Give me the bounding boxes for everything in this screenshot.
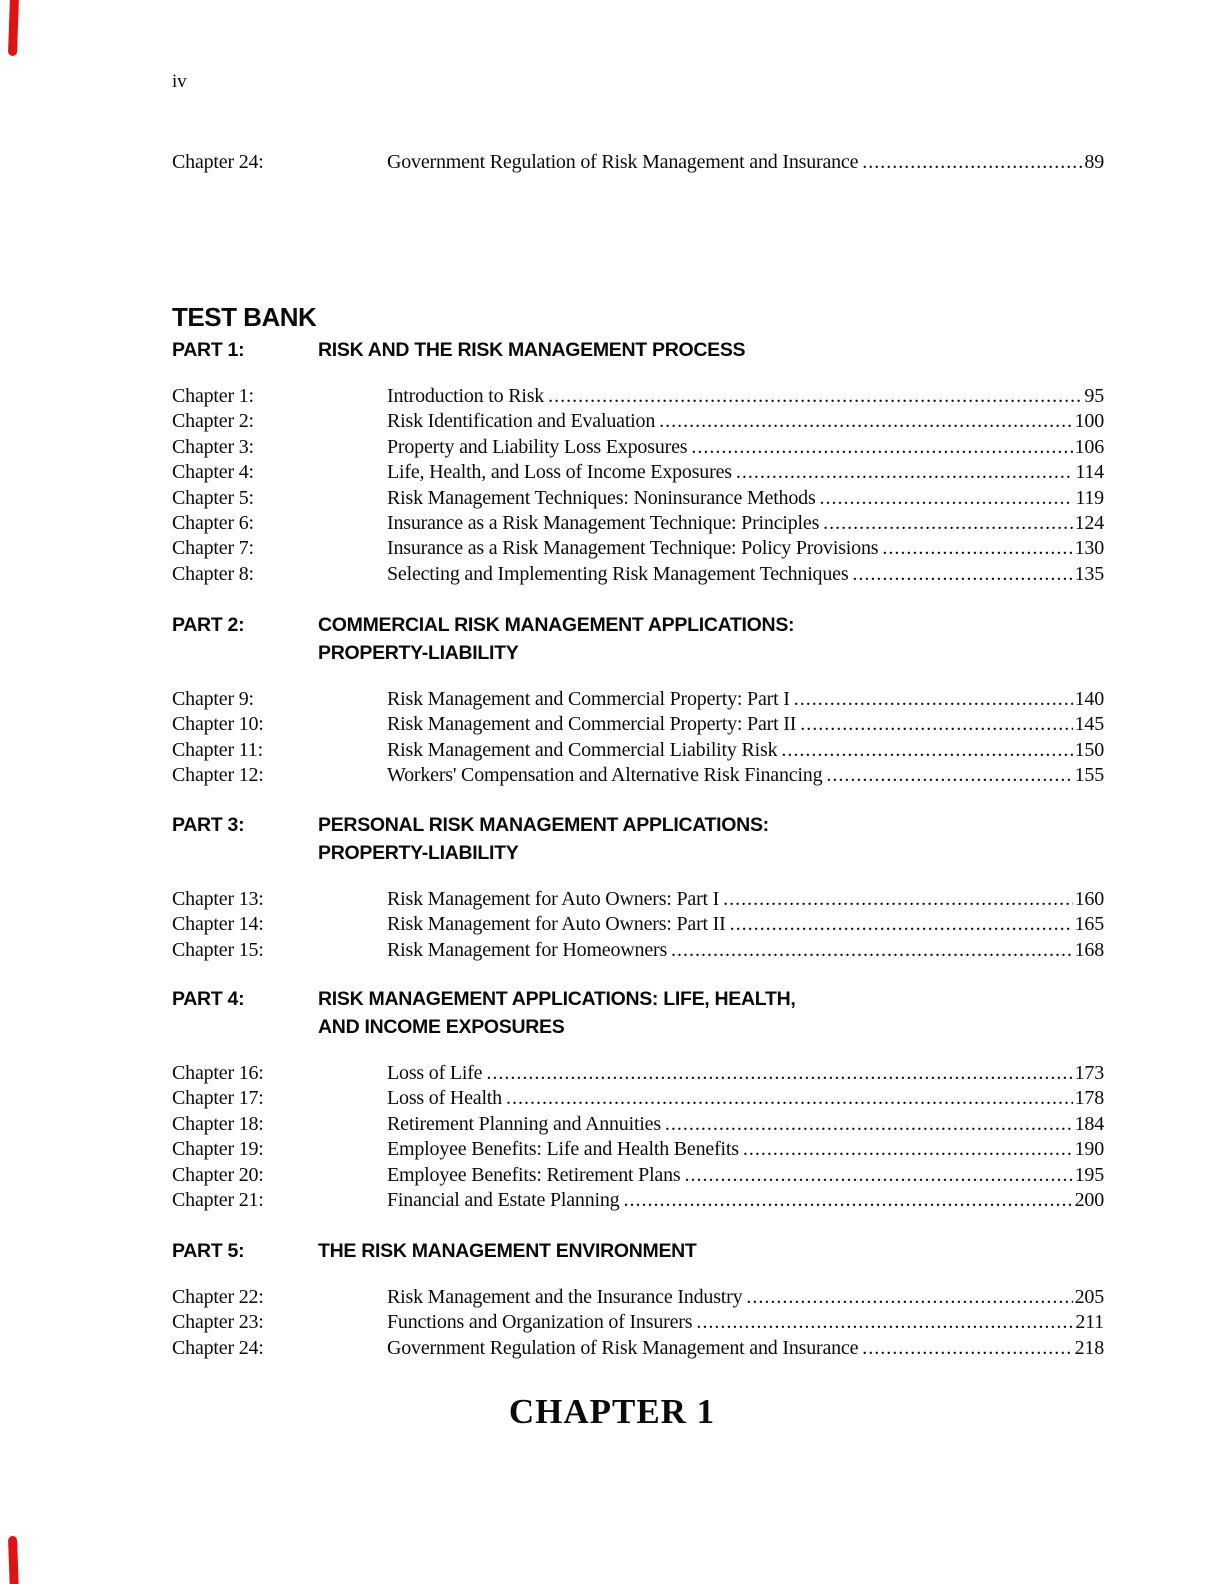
toc-entry-page: 205 bbox=[1074, 1286, 1104, 1308]
toc-entry bbox=[172, 1163, 1104, 1188]
part-title-line: RISK MANAGEMENT APPLICATIONS: LIFE, HEALTH, bbox=[318, 988, 796, 1010]
toc-entry-chapter-label: Chapter 4: bbox=[172, 461, 254, 484]
toc-entry bbox=[172, 1188, 1104, 1213]
dot-leader bbox=[548, 384, 1082, 409]
toc-entry-chapter-label: Chapter 13: bbox=[172, 888, 264, 910]
toc-entry-chapter-label: Chapter 15: bbox=[172, 938, 264, 961]
dot-leader bbox=[685, 1163, 1073, 1188]
part-label: PART 3: bbox=[172, 814, 245, 836]
toc-entry-page: 200 bbox=[1074, 1189, 1104, 1212]
part-heading bbox=[172, 336, 1104, 364]
test-bank-title: TEST BANK bbox=[172, 302, 317, 332]
part-title-line: RISK AND THE RISK MANAGEMENT PROCESS bbox=[318, 339, 746, 361]
toc-entry-page: 173 bbox=[1074, 1062, 1104, 1084]
part-section bbox=[172, 611, 1104, 789]
toc-entry bbox=[172, 912, 1104, 937]
part-label: PART 5: bbox=[172, 1240, 245, 1262]
part-title bbox=[318, 1237, 1104, 1265]
toc-entry bbox=[172, 1336, 1104, 1361]
toc-entry-chapter-label: Chapter 21: bbox=[172, 1189, 264, 1212]
toc-entry-page: 184 bbox=[1074, 1112, 1104, 1135]
red-scan-mark-top bbox=[8, 0, 19, 56]
toc-entry-page: 140 bbox=[1074, 688, 1104, 710]
toc-entry-chapter-label: Chapter 23: bbox=[172, 1311, 264, 1334]
toc-entry-title: Risk Management and Commercial Property: Part II bbox=[387, 713, 797, 736]
toc-entry-title: Insurance as a Risk Management Technique: Principles bbox=[387, 512, 820, 535]
part-label: PART 2: bbox=[172, 614, 245, 636]
toc-entry-title: Introduction to Risk bbox=[387, 385, 545, 407]
toc-entry-title: Risk Management for Auto Owners: Part I bbox=[387, 888, 720, 910]
toc-entry-page: 130 bbox=[1074, 537, 1104, 560]
dot-leader bbox=[665, 1112, 1073, 1137]
toc-entry-page: 160 bbox=[1074, 888, 1104, 910]
part-heading bbox=[172, 611, 1104, 667]
part-chapter-list bbox=[172, 384, 1104, 587]
toc-entry-title: Risk Management for Auto Owners: Part II bbox=[387, 913, 726, 936]
toc-entry-page: 155 bbox=[1074, 764, 1104, 787]
part-section bbox=[172, 1237, 1104, 1361]
toc-entry bbox=[172, 384, 1104, 409]
toc-entry-chapter-label: Chapter 20: bbox=[172, 1163, 264, 1186]
part-title-line: PROPERTY-LIABILITY bbox=[318, 842, 519, 864]
toc-entry-title: Life, Health, and Loss of Income Exposures bbox=[387, 461, 732, 484]
toc-entry bbox=[172, 562, 1104, 587]
toc-entry-chapter-label: Chapter 3: bbox=[172, 435, 254, 458]
toc-entry-title: Employee Benefits: Life and Health Benefits bbox=[387, 1138, 739, 1161]
toc-entry-chapter-label: Chapter 14: bbox=[172, 913, 264, 936]
toc-entry-chapter-label: Chapter 16: bbox=[172, 1062, 264, 1084]
toc-entry-chapter-label: Chapter 5: bbox=[172, 486, 254, 509]
toc-entry bbox=[172, 738, 1104, 763]
toc-entry-page: 89 bbox=[1084, 151, 1104, 173]
dot-leader bbox=[730, 912, 1073, 937]
part-section bbox=[172, 336, 1104, 587]
dot-leader bbox=[826, 763, 1072, 788]
part-title-line: PERSONAL RISK MANAGEMENT APPLICATIONS: bbox=[318, 814, 769, 836]
toc-entry-title: Selecting and Implementing Risk Management Techniques bbox=[387, 562, 849, 585]
toc-entry-chapter-label: Chapter 9: bbox=[172, 688, 254, 710]
dot-leader bbox=[862, 150, 1082, 175]
toc-entry bbox=[172, 486, 1104, 511]
dot-leader bbox=[691, 435, 1072, 460]
toc-entry-chapter-label: Chapter 17: bbox=[172, 1087, 264, 1110]
toc-entry bbox=[172, 887, 1104, 912]
toc-entry-chapter-label: Chapter 1: bbox=[172, 385, 254, 407]
toc-entry-page: 145 bbox=[1074, 713, 1104, 736]
dot-leader bbox=[862, 1336, 1072, 1361]
toc-entry bbox=[172, 435, 1104, 460]
part-section bbox=[172, 811, 1104, 963]
dot-leader bbox=[852, 562, 1072, 587]
part-label: PART 1: bbox=[172, 339, 245, 361]
dot-leader bbox=[823, 511, 1072, 536]
toc-entry-title: Workers' Compensation and Alternative Risk Financing bbox=[387, 764, 823, 787]
part-chapter-list bbox=[172, 687, 1104, 789]
toc-entry-title: Government Regulation of Risk Management and Insurance bbox=[387, 1336, 859, 1359]
toc-entry-title: Risk Management and Commercial Property: Part I bbox=[387, 688, 790, 710]
toc-entry-page: 195 bbox=[1074, 1163, 1104, 1186]
part-heading bbox=[172, 1237, 1104, 1265]
toc-entry bbox=[172, 511, 1104, 536]
dot-leader bbox=[723, 887, 1072, 912]
toc-entry-page: 119 bbox=[1075, 486, 1104, 509]
dot-leader bbox=[743, 1137, 1073, 1162]
toc-entry-chapter-label: Chapter 24: bbox=[172, 151, 264, 173]
toc-entry bbox=[172, 712, 1104, 737]
page-number: iv bbox=[172, 71, 187, 92]
toc-entry-page: 100 bbox=[1074, 410, 1104, 433]
part-chapter-list bbox=[172, 887, 1104, 963]
toc-entry-title: Functions and Organization of Insurers bbox=[387, 1311, 693, 1334]
toc-entry bbox=[172, 938, 1104, 963]
toc-entry-title: Retirement Planning and Annuities bbox=[387, 1112, 661, 1135]
toc-entry-chapter-label: Chapter 6: bbox=[172, 512, 254, 535]
dot-leader bbox=[623, 1188, 1072, 1213]
toc-entry bbox=[172, 1086, 1104, 1111]
toc-entry bbox=[172, 763, 1104, 788]
dot-leader bbox=[746, 1285, 1072, 1310]
toc-entry-title: Loss of Health bbox=[387, 1087, 502, 1110]
toc-entry-page: 190 bbox=[1074, 1138, 1104, 1161]
toc-entry bbox=[172, 150, 1104, 175]
toc-entry-title: Financial and Estate Planning bbox=[387, 1189, 620, 1212]
toc-entry-title: Risk Management and Commercial Liability Risk bbox=[387, 738, 778, 761]
toc-entry bbox=[172, 409, 1104, 434]
dot-leader bbox=[506, 1086, 1073, 1111]
part-title bbox=[318, 811, 1104, 867]
toc-entry bbox=[172, 460, 1104, 485]
toc-entry-title: Risk Management Techniques: Noninsurance Methods bbox=[387, 486, 816, 509]
dot-leader bbox=[696, 1310, 1073, 1335]
part-title bbox=[318, 611, 1104, 667]
toc-entry-chapter-label: Chapter 10: bbox=[172, 713, 264, 736]
toc-entry-page: 168 bbox=[1074, 938, 1104, 961]
toc-entry-page: 124 bbox=[1074, 512, 1104, 535]
toc-entry-page: 106 bbox=[1074, 435, 1104, 458]
part-chapter-list bbox=[172, 1285, 1104, 1361]
toc-entry-page: 218 bbox=[1074, 1336, 1104, 1359]
part-title-line: AND INCOME EXPOSURES bbox=[318, 1016, 565, 1038]
toc-entry-page: 95 bbox=[1084, 385, 1104, 407]
toc-entry-chapter-label: Chapter 19: bbox=[172, 1138, 264, 1161]
toc-entry-title: Employee Benefits: Retirement Plans bbox=[387, 1163, 681, 1186]
part-title bbox=[318, 985, 1104, 1041]
toc-entry-title: Loss of Life bbox=[387, 1062, 483, 1084]
dot-leader bbox=[486, 1061, 1072, 1086]
part-heading bbox=[172, 985, 1104, 1041]
part-chapter-list bbox=[172, 1061, 1104, 1213]
toc-entry bbox=[172, 536, 1104, 561]
part-title-line: PROPERTY-LIABILITY bbox=[318, 642, 519, 664]
dot-leader bbox=[820, 486, 1074, 511]
dot-leader bbox=[882, 536, 1072, 561]
dot-leader bbox=[794, 687, 1073, 712]
part-title-line: COMMERCIAL RISK MANAGEMENT APPLICATIONS: bbox=[318, 614, 795, 636]
part-section bbox=[172, 985, 1104, 1213]
toc-entry bbox=[172, 1061, 1104, 1086]
toc-entry-title: Risk Management and the Insurance Industry bbox=[387, 1286, 743, 1308]
toc-entry-page: 178 bbox=[1074, 1087, 1104, 1110]
part-label: PART 4: bbox=[172, 988, 245, 1010]
toc-entry-chapter-label: Chapter 12: bbox=[172, 764, 264, 787]
toc-entry-chapter-label: Chapter 18: bbox=[172, 1112, 264, 1135]
toc-entry-page: 165 bbox=[1074, 913, 1104, 936]
toc-entry-page: 211 bbox=[1075, 1311, 1104, 1334]
dot-leader bbox=[671, 938, 1073, 963]
dot-leader bbox=[781, 738, 1072, 763]
chapter-1-heading: CHAPTER 1 bbox=[508, 1392, 716, 1431]
toc-entry bbox=[172, 1112, 1104, 1137]
toc-entry-chapter-label: Chapter 7: bbox=[172, 537, 254, 560]
red-scan-mark-bottom bbox=[8, 1536, 19, 1584]
toc-entry-title: Risk Identification and Evaluation bbox=[387, 410, 656, 433]
toc-entry-chapter-label: Chapter 22: bbox=[172, 1286, 264, 1308]
toc-entry-page: 114 bbox=[1075, 461, 1104, 484]
toc-entry-title: Property and Liability Loss Exposures bbox=[387, 435, 688, 458]
toc-entry-page: 135 bbox=[1074, 562, 1104, 585]
toc-entry-page: 150 bbox=[1074, 738, 1104, 761]
toc-entry-title: Risk Management for Homeowners bbox=[387, 938, 668, 961]
toc-entry bbox=[172, 1285, 1104, 1310]
toc-entry-title: Government Regulation of Risk Management and Insurance bbox=[387, 151, 859, 173]
toc-entry bbox=[172, 1137, 1104, 1162]
toc-entry-title: Insurance as a Risk Management Technique: Policy Provisions bbox=[387, 537, 879, 560]
toc-entry bbox=[172, 1310, 1104, 1335]
part-title-line: THE RISK MANAGEMENT ENVIRONMENT bbox=[318, 1240, 697, 1262]
toc-entry-chapter-label: Chapter 11: bbox=[172, 738, 263, 761]
toc-entry-chapter-label: Chapter 24: bbox=[172, 1336, 264, 1359]
toc-entry-chapter-label: Chapter 2: bbox=[172, 410, 254, 433]
toc-continued-section bbox=[172, 150, 1104, 175]
toc-entry-chapter-label: Chapter 8: bbox=[172, 562, 254, 585]
part-title bbox=[318, 336, 1104, 364]
dot-leader bbox=[800, 712, 1072, 737]
toc-entry bbox=[172, 687, 1104, 712]
dot-leader bbox=[736, 460, 1073, 485]
part-heading bbox=[172, 811, 1104, 867]
dot-leader bbox=[659, 409, 1072, 434]
